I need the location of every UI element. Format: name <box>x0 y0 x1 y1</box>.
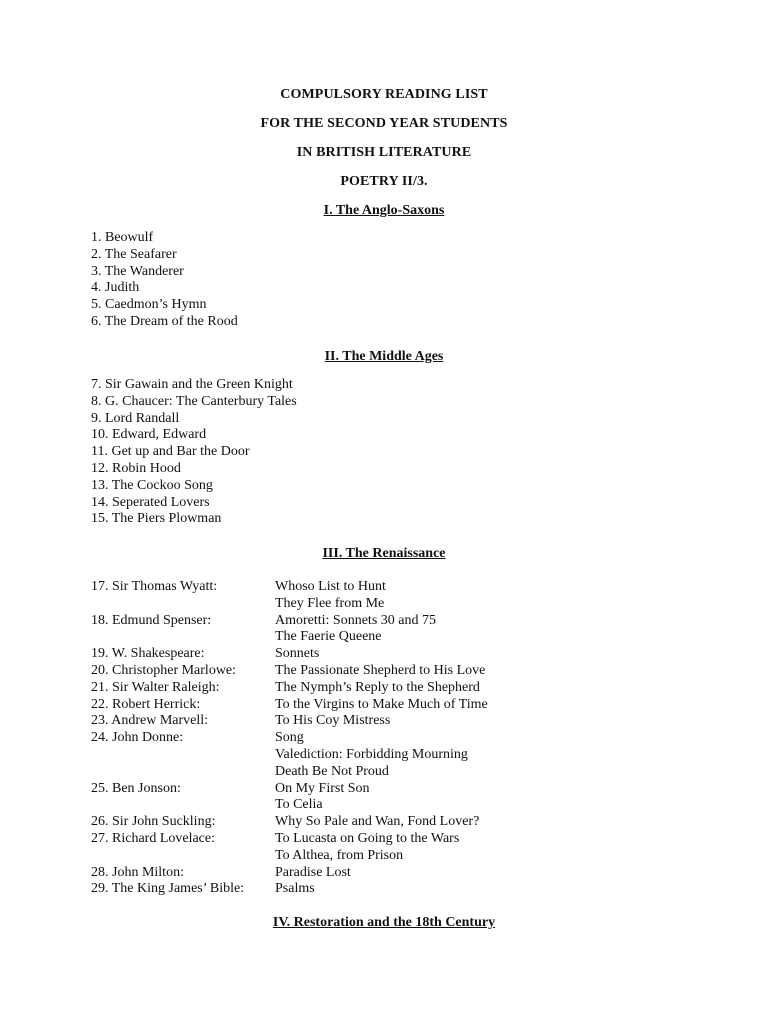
work-cell: To Lucasta on Going to the Wars <box>275 830 460 846</box>
table-row <box>91 579 488 596</box>
work-cell: Death Be Not Proud <box>275 763 389 779</box>
work-cell: Song <box>275 730 304 746</box>
anglo-saxons-list <box>91 230 238 331</box>
list-item: 5. Caedmon’s Hymn <box>91 297 207 313</box>
author-cell <box>91 848 275 865</box>
author-cell: 18. Edmund Spenser: <box>91 612 212 628</box>
list-item: 15. The Piers Plowman <box>91 511 222 527</box>
work-cell: They Flee from Me <box>275 595 385 611</box>
work-cell: Whoso List to Hunt <box>275 579 386 594</box>
author-cell <box>91 747 275 764</box>
work-cell: To Althea, from Prison <box>275 847 404 863</box>
author-cell: 21. Sir Walter Raleigh: <box>91 679 220 695</box>
table-row <box>91 613 488 630</box>
author-cell: 24. John Donne: <box>91 730 184 746</box>
section-title-restoration <box>0 914 768 932</box>
author-cell <box>91 629 275 646</box>
table-row <box>91 865 488 882</box>
renaissance-table <box>91 579 488 898</box>
list-item: 13. The Cockoo Song <box>91 477 213 493</box>
middle-ages-list <box>91 377 297 528</box>
section-title-renaissance <box>0 545 768 563</box>
section-title-anglo-saxons <box>0 202 768 220</box>
author-cell: 26. Sir John Suckling: <box>91 814 216 830</box>
table-row <box>91 629 488 646</box>
author-cell: 29. The King James’ Bible: <box>91 881 245 897</box>
table-row <box>91 764 488 781</box>
author-cell: 20. Christopher Marlowe: <box>91 662 237 678</box>
list-item: 6. The Dream of the Rood <box>91 313 238 329</box>
document-title-line-3: IN BRITISH LITERATURE <box>296 145 472 160</box>
table-row <box>91 831 488 848</box>
section-title-text: III. The Renaissance <box>322 546 446 561</box>
section-title-text: II. The Middle Ages <box>324 349 444 364</box>
list-item: 7. Sir Gawain and the Green Knight <box>91 377 293 392</box>
author-cell <box>91 764 275 781</box>
list-item: 4. Judith <box>91 280 140 296</box>
work-cell: Why So Pale and Wan, Fond Lover? <box>275 814 480 830</box>
work-cell: The Faerie Queene <box>275 629 382 645</box>
work-cell: The Passionate Shepherd to His Love <box>275 662 486 678</box>
table-row <box>91 848 488 865</box>
work-cell: Paradise Lost <box>275 864 351 880</box>
author-cell: 23. Andrew Marvell: <box>91 713 209 729</box>
list-item: 8. G. Chaucer: The Canterbury Tales <box>91 393 297 409</box>
work-cell: To the Virgins to Make Much of Time <box>275 696 488 712</box>
table-row <box>91 797 488 814</box>
list-item: 11. Get up and Bar the Door <box>91 444 250 460</box>
list-item: 12. Robin Hood <box>91 460 181 476</box>
section-title-middle-ages <box>0 348 768 366</box>
work-cell: On My First Son <box>275 780 370 796</box>
work-cell: To His Coy Mistress <box>275 713 391 729</box>
list-item: 9. Lord Randall <box>91 410 180 426</box>
work-cell: To Celia <box>275 797 323 813</box>
table-row <box>91 781 488 798</box>
table-row <box>91 814 488 831</box>
author-cell: 17. Sir Thomas Wyatt: <box>91 579 218 594</box>
work-cell: Sonnets <box>275 646 320 662</box>
author-cell: 25. Ben Jonson: <box>91 780 181 796</box>
document-title-line-2: FOR THE SECOND YEAR STUDENTS <box>260 116 508 131</box>
table-row <box>91 680 488 697</box>
table-row <box>91 697 488 714</box>
table-row <box>91 713 488 730</box>
list-item: 2. The Seafarer <box>91 246 177 262</box>
list-item: 10. Edward, Edward <box>91 427 207 443</box>
author-cell: 19. W. Shakespeare: <box>91 646 205 662</box>
list-item: 1. Beowulf <box>91 230 154 245</box>
table-row <box>91 596 488 613</box>
work-cell: Psalms <box>275 881 315 897</box>
work-cell: Amoretti: Sonnets 30 and 75 <box>275 612 436 628</box>
work-cell: Valediction: Forbidding Mourning <box>275 746 468 762</box>
table-row <box>91 881 488 898</box>
author-cell: 28. John Milton: <box>91 864 184 880</box>
document-title-line-4: POETRY II/3. <box>340 174 428 189</box>
list-item: 3. The Wanderer <box>91 263 184 279</box>
table-row <box>91 747 488 764</box>
author-cell <box>91 797 275 814</box>
table-row <box>91 730 488 747</box>
author-cell: 22. Robert Herrick: <box>91 696 201 712</box>
author-cell: 27. Richard Lovelace: <box>91 830 216 846</box>
work-cell: The Nymph’s Reply to the Shepherd <box>275 679 480 695</box>
author-cell <box>91 596 275 613</box>
section-title-text: IV. Restoration and the 18th Century <box>272 915 496 930</box>
section-title-text: I. The Anglo-Saxons <box>323 203 445 218</box>
table-row <box>91 663 488 680</box>
table-row <box>91 646 488 663</box>
list-item: 14. Seperated Lovers <box>91 494 210 510</box>
document-title-line-1: COMPULSORY READING LIST <box>280 87 488 102</box>
